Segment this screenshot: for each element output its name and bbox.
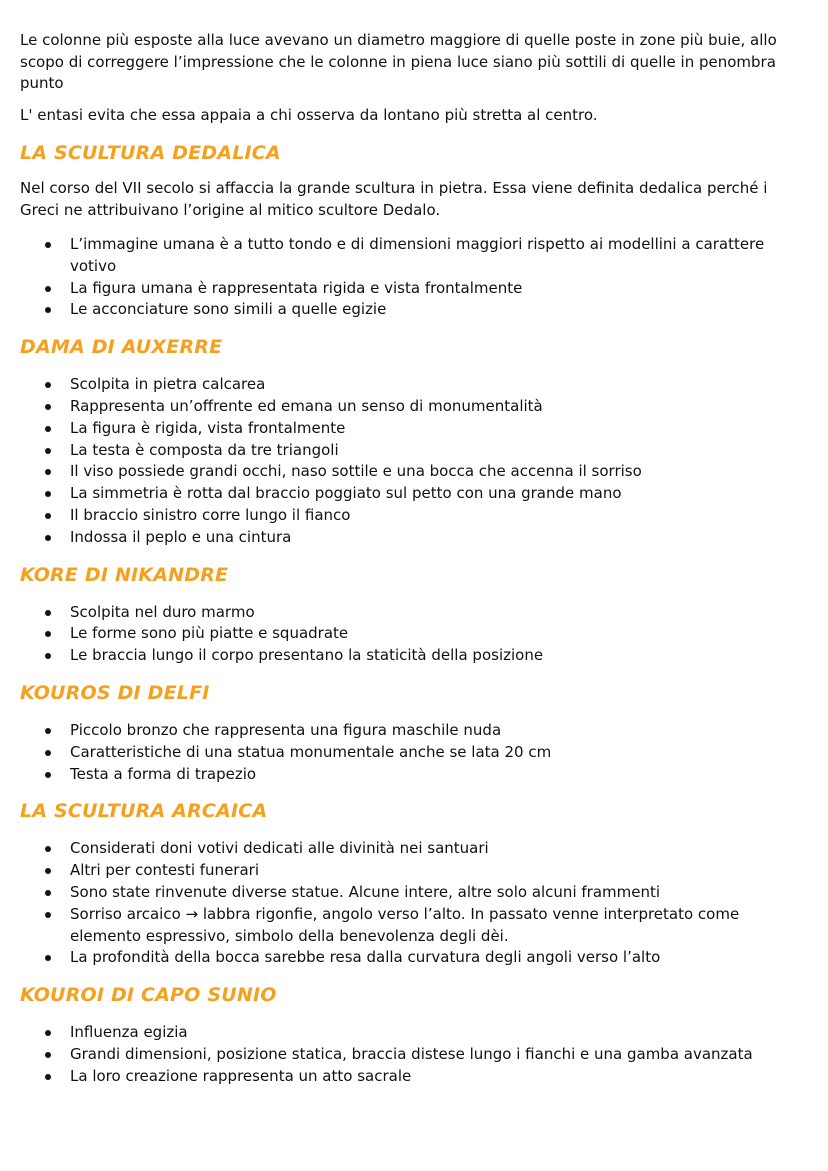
section-heading: KOUROS DI DELFI — [20, 681, 210, 704]
list-item: La figura è rigida, vista frontalmente — [70, 418, 804, 440]
section-heading: KOUROI DI CAPO SUNIO — [20, 984, 277, 1007]
list-item: Piccolo bronzo che rappresenta una figura maschile nuda — [70, 720, 804, 742]
list-item: Le acconciature sono simili a quelle egizie — [70, 299, 804, 321]
list-item: Testa a forma di trapezio — [70, 764, 804, 786]
section-paragraph: Nel corso del VII secolo si affaccia la grande scultura in pietra. Essa viene definita dedalica perché i Greci ne attribuivano l’origine al mitico scultore Dedalo. — [20, 179, 768, 219]
bullet-list — [20, 838, 804, 969]
list-item: Indossa il peplo e una cintura — [70, 527, 804, 549]
list-item: Sorriso arcaico → labbra rigonfie, angolo verso l’alto. In passato venne interpretato come elemento espressivo, simbolo della benevolenza degli dèi. — [70, 904, 804, 948]
list-item: Rappresenta un’offrente ed emana un senso di monumentalità — [70, 396, 804, 418]
section-heading: LA SCULTURA ARCAICA — [20, 800, 268, 823]
list-item: La loro creazione rappresenta un atto sacrale — [70, 1066, 804, 1088]
list-item: La testa è composta da tre triangoli — [70, 440, 804, 462]
list-item: Sono state rinvenute diverse statue. Alcune intere, altre solo alcuni frammenti — [70, 882, 804, 904]
list-item: Altri per contesti funerari — [70, 860, 804, 882]
bullet-list — [20, 720, 804, 785]
list-item: Scolpita nel duro marmo — [70, 602, 804, 624]
intro-paragraph-2: L' entasi evita che essa appaia a chi osserva da lontano più stretta al centro. — [20, 105, 598, 124]
section-heading: KORE DI NIKANDRE — [20, 563, 229, 586]
bullet-list — [20, 374, 804, 548]
list-item: Grandi dimensioni, posizione statica, braccia distese lungo i fianchi e una gamba avanzata — [70, 1044, 804, 1066]
bullet-list — [20, 1022, 804, 1087]
list-item: Il braccio sinistro corre lungo il fianco — [70, 505, 804, 527]
list-item: Influenza egizia — [70, 1022, 804, 1044]
bullet-list — [20, 602, 804, 667]
list-item: Caratteristiche di una statua monumentale anche se lata 20 cm — [70, 742, 804, 764]
list-item: Il viso possiede grandi occhi, naso sottile e una bocca che accenna il sorriso — [70, 461, 804, 483]
list-item: Le braccia lungo il corpo presentano la staticità della posizione — [70, 645, 804, 667]
list-item: La simmetria è rotta dal braccio poggiato sul petto con una grande mano — [70, 483, 804, 505]
list-item: La profondità della bocca sarebbe resa dalla curvatura degli angoli verso l’alto — [70, 947, 804, 969]
list-item: Considerati doni votivi dedicati alle divinità nei santuari — [70, 838, 804, 860]
intro-paragraph-1: Le colonne più esposte alla luce avevano un diametro maggiore di quelle poste in zone più buie, allo scopo di correggere l’impressione che le colonne in piena luce siano più sottili di quelle in penombra punto — [20, 31, 777, 92]
list-item: Le forme sono più piatte e squadrate — [70, 623, 804, 645]
list-item: L’immagine umana è a tutto tondo e di dimensioni maggiori rispetto ai modellini a carattere votivo — [70, 234, 804, 278]
list-item: Scolpita in pietra calcarea — [70, 374, 804, 396]
list-item: La figura umana è rappresentata rigida e vista frontalmente — [70, 278, 804, 300]
section-heading: DAMA DI AUXERRE — [20, 336, 223, 359]
section-heading: LA SCULTURA DEDALICA — [20, 142, 281, 164]
bullet-list — [20, 234, 804, 321]
